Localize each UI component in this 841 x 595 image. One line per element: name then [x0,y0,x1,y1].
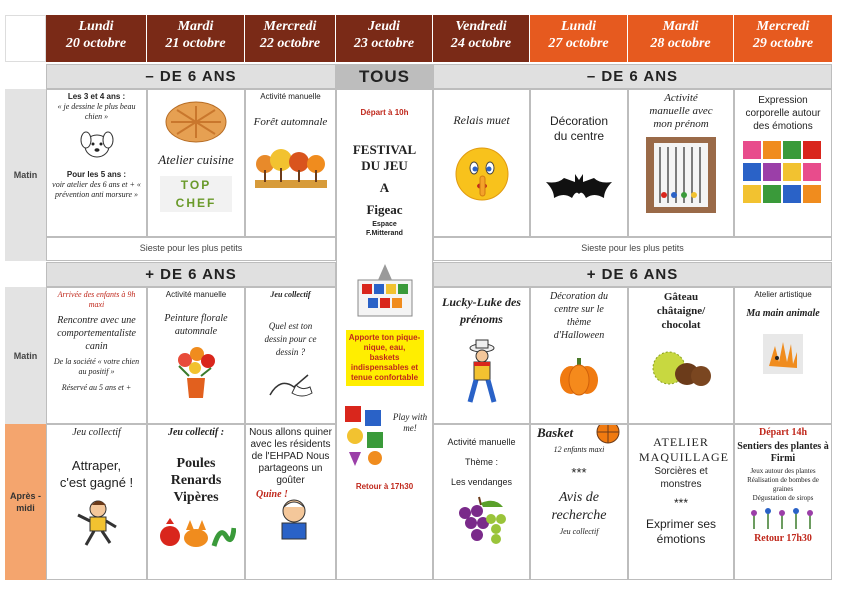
band-plus-6-ans-right: + DE 6 ANS [433,262,832,287]
shush-emoji-icon [454,146,510,202]
header-jeudi-23 [336,15,433,62]
text-poules-renards-viperes: Poules Renards Vipères [170,456,222,505]
text-bombes-graines: Réalisation de bombes de graines [747,476,819,493]
text-rencontre: Rencontre avec une comportementaliste canin [57,315,136,352]
text-lucky-luke: Lucky-Luke des prénoms [442,295,521,326]
day-name: Lundi [78,19,114,34]
day-name: Vendredi [455,19,507,34]
cell-m1-lundi [46,89,147,237]
top-chef-logo: TOP CHEF [160,176,232,212]
board-game-icon [348,260,422,322]
cell-m2-vendredi [433,287,530,424]
tart-icon [163,98,229,144]
autumn-trees-icon [255,142,327,188]
cell-m1-mardi2 [628,89,734,237]
text-du-jeu: DU JEU [361,158,408,173]
day-date: 23 octobre [353,36,415,51]
cell-m2-lundi2 [530,287,628,424]
text-5-ans: Pour les 5 ans : [66,170,127,179]
text-jeu-collectif: Jeu collectif [270,290,311,299]
text-exprimer-emotions: Exprimer ses émotions [645,517,716,546]
band-plus-6-ans-left: + DE 6 ANS [46,262,336,287]
text-activite-manuelle: Activité manuelle [447,437,516,447]
text-jeu-collectif: Jeu collectif [72,427,121,438]
text-depart-14h: Départ 14h [758,427,808,438]
bat-icon [544,170,614,206]
header-mercredi-22 [245,15,336,62]
row-label-apres-midi: Après -midi [5,424,46,580]
text-quine: Quine ! [256,489,288,500]
day-name: Mardi [177,19,214,34]
cell-apm-mercredi [245,424,336,580]
text-gateau-chataigne: Gâteau châtaigne/ chocolat [656,291,706,331]
header-lundi-20 [46,15,147,62]
sieste-right: Sieste pour les plus petits [433,237,832,261]
cell-apm-mercredi2 [734,424,832,580]
text-quiner-ehpad: Nous allons quiner avec les résidents de l'EHPAD Nous partageons un goûter [249,427,332,486]
name-craft-icon [644,135,718,215]
day-date: 29 octobre [752,36,814,51]
games-illustration [339,402,430,480]
cell-m1-mercredi2 [734,89,832,237]
text-depart-10h: Départ à 10h [360,108,409,117]
text-retour-17h30: Retour à 17h30 [355,482,414,491]
corner-cell [5,15,46,62]
text-reserve-5-ans: Réservé au 5 ans et + [61,383,132,392]
cell-m2-mercredi2 [734,287,832,424]
cell-m1-mercredi [245,89,336,237]
row-label-matin-1: Matin [5,89,46,261]
flowers-icon [746,507,820,529]
cell-apm-vendredi [433,424,530,580]
text-quel-dessin: Quel est ton dessin pour ce dessin ? [264,321,317,357]
text-activite-manuelle: Activité manuelle [165,290,227,299]
header-mercredi-29 [734,15,832,62]
cell-m2-mardi2 [628,287,734,424]
text-attraper: Attraper, c'est gagné ! [59,458,134,490]
text-festival: FESTIVAL [352,142,417,157]
text-sentiers-plantes: Sentiers des plantes à Firmi [737,441,829,464]
basketball-icon [595,424,621,445]
text-a: A [379,180,390,195]
text-play-with-me: Play with me! [392,412,428,433]
day-date: 24 octobre [450,36,512,51]
emotions-grid-icon [741,139,825,205]
info-box-pique-nique: Apporte ton pique-nique, eau, baskets indispensables et tenue confortable [346,330,424,386]
text-lieu: F.Mitterand [366,230,403,237]
text-jeux-plantes: Jeux autour des plantes [750,467,816,475]
text-arrivee-9h: Arrivée des enfants à 9h maxi [57,290,136,309]
text-retour-17h30: Retour 17h30 [754,533,812,544]
grapes-icon [451,495,513,549]
cell-apm-mardi [147,424,245,580]
cell-m1-mardi [147,89,245,237]
text-sorcieres-monstres: Sorcières et monstres [654,466,708,490]
text-relais-muet: Relais muet [453,113,510,127]
day-name: Jeudi [368,19,400,34]
text-avis-de-recherche: Avis de recherche [551,490,607,523]
day-name: Mardi [662,19,699,34]
text-dessin-chien: « je dessine le plus beau chien » [57,102,136,121]
header-mardi-28 [628,15,734,62]
day-date: 22 octobre [259,36,321,51]
running-child-icon [74,499,120,547]
day-name: Lundi [560,19,596,34]
text-stars: *** [673,496,688,510]
day-date: 27 octobre [548,36,609,51]
header-lundi-27 [530,15,628,62]
cell-apm-lundi [46,424,147,580]
day-date: 20 octobre [65,36,127,51]
cell-apm-mardi2 [628,424,734,580]
lucky-luke-icon [460,338,504,408]
basket-header [533,427,625,441]
band-moins-6-ans-right: – DE 6 ANS [433,64,832,89]
band-tous: TOUS [336,64,433,89]
quine-illustration [248,489,333,541]
sieste-left: Sieste pour les plus petits [46,237,336,261]
header-vendredi-24 [433,15,530,62]
text-foret-automnale: Forêt automnale [253,116,328,128]
elderly-man-icon [274,497,314,541]
drawing-hand-icon [266,367,316,401]
header-mardi-21 [147,15,245,62]
text-basket: Basket [537,425,574,440]
flower-vase-icon [171,346,221,400]
text-decoration-centre: Décoration du centre [549,114,609,143]
text-expression-corporelle: Expression corporelle autour des émotions [745,95,821,132]
text-activite-prenom: Activité manuelle avec mon prénom [649,92,713,130]
cell-apm-lundi2 [530,424,628,580]
text-decoration-halloween: Décoration du centre sur le thème d'Halloween [549,291,609,341]
text-atelier-artistique: Atelier artistique [754,290,812,299]
day-name: Mercredi [263,19,317,34]
text-figeac: Figeac [366,202,403,217]
text-degustation: Dégustation de sirops [752,494,814,502]
text-prevention: voir atelier des 6 ans et + « prévention anti morsure » [52,180,141,199]
text-ma-main-animale: Ma main animale [746,308,820,319]
text-jeu-collectif: Jeu collectif [559,527,599,536]
text-atelier-cuisine: Atelier cuisine [158,152,234,167]
text-espace: Espace [372,221,397,228]
text-3-4-ans: Les 3 et 4 ans : [67,92,126,101]
text-activite-manuelle: Activité manuelle [260,92,321,101]
cell-m2-mardi [147,287,245,424]
text-12-enfants: 12 enfants maxi [553,445,605,454]
day-date: 28 octobre [650,36,711,51]
text-stars: *** [571,465,587,480]
text-peinture-florale: Peinture florale automnale [164,313,228,337]
hand-animal-icon [761,332,805,376]
dog-icon [77,124,117,162]
text-theme: Thème : [464,457,498,467]
cell-m2-mercredi [245,287,336,424]
cell-m1-vendredi [433,89,530,237]
text-societe: De la société « votre chien au positif » [53,357,140,376]
pumpkin-icon [557,356,601,396]
cell-m2-lundi [46,287,147,424]
day-date: 21 octobre [165,36,226,51]
band-moins-6-ans-left: – DE 6 ANS [46,64,336,89]
cell-jeudi-festival [336,89,433,580]
row-label-matin-2: Matin [5,287,46,424]
cell-m1-lundi2 [530,89,628,237]
day-name: Mercredi [756,19,810,34]
text-les-vendanges: Les vendanges [450,477,513,487]
text-atelier-maquillage: ATELIER MAQUILLAGE [639,435,729,464]
chestnut-icon [649,346,713,390]
game-pieces-icon [343,404,391,468]
text-jeu-collectif: Jeu collectif : [167,427,225,438]
animals-icon [156,516,236,552]
